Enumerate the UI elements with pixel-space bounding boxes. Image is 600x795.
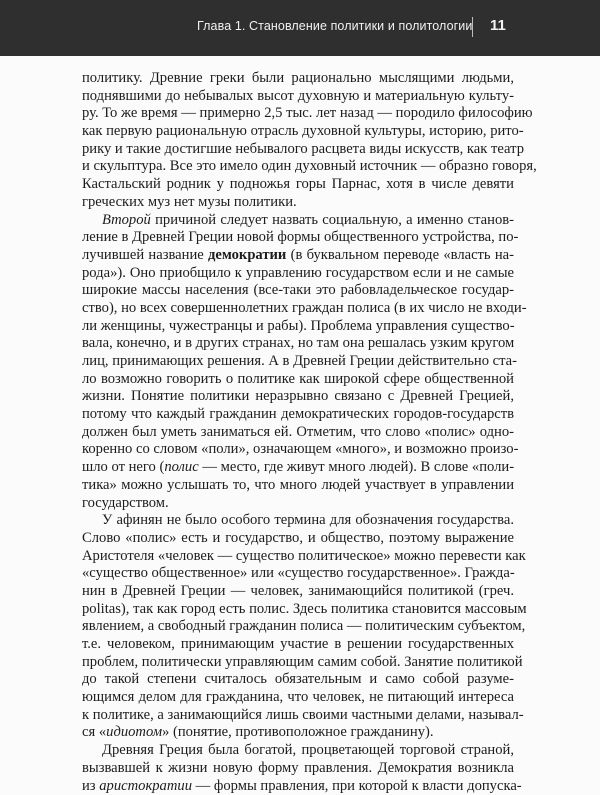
text-line: вызвавшей к жизни новую форму правления. Демократия возникла — [82, 760, 514, 778]
text-line: греческих муз нет музы политики. — [82, 194, 514, 212]
italic-term: идиотом — [106, 724, 162, 740]
text-line: ру. То же время — примерно 2,5 тыс. лет назад — породило философию — [82, 105, 514, 123]
chapter-title: Глава 1. Становление политики и политологии — [197, 19, 472, 33]
text-line: потому что каждый гражданин демократических городов-государств — [82, 406, 514, 424]
text-line: ло возможно говорить о политике как широкой сфере общественной — [82, 371, 514, 389]
text-line: Аристотеля «человек — существо политическое» можно перевести как — [82, 548, 514, 566]
text-line: коренно со словом «поли», означающем «много», и возможно произо- — [82, 441, 514, 459]
text-line: ющимся делом для гражданина, что человек, не питающий интереса — [82, 689, 514, 707]
text-line: поднявшими до небывалых высот духовную и материальную культу- — [82, 88, 514, 106]
page-header — [0, 0, 600, 56]
text-line: должен был уметь заниматься ей. Отметим, что слово «полис» одно- — [82, 424, 514, 442]
text-line: politas), так как город есть полис. Здесь политика становится массовым — [82, 601, 514, 619]
bold-term: демократии — [208, 247, 286, 263]
text-line: ли женщины, чужестранцы и рабы). Проблема управления существо- — [82, 318, 514, 336]
text-line: жизни. Понятие политики неразрывно связано с Древней Грецией, — [82, 388, 514, 406]
text-line: как первую рациональную отрасль духовной культуры, историю, рито- — [82, 123, 514, 141]
text-line: ление в Древней Греции новой формы общественного устройства, по- — [82, 229, 514, 247]
italic-term: полис — [164, 459, 198, 475]
text-line: вала, конечно, и в других странах, но там она решалась узким кругом — [82, 335, 514, 353]
text-line: политику. Древние греки были рационально мыслящими людьми, — [82, 70, 514, 88]
italic-term: Второй — [102, 212, 151, 228]
text-line: т.е. человеком, принимающим участие в решении государственных — [82, 636, 514, 654]
text-line: лучившей название демократии (в буквальном переводе «власть на- — [82, 247, 514, 265]
text-line: ство), но всех совершеннолетних граждан полиса (в их число не входи- — [82, 300, 514, 318]
text-line: У афинян не было особого термина для обозначения государства. — [82, 512, 514, 530]
text-line: нин в Древней Греции — человек, занимающийся политикой (греч. — [82, 583, 514, 601]
text-line: Слово «полис» есть и государство, и общество, поэтому выражение — [82, 530, 514, 548]
text-line: тика» можно услышать то, что много людей участвует в управлении — [82, 477, 514, 495]
text-line: государством. — [82, 495, 514, 513]
header-divider — [472, 17, 473, 37]
text-line: проблем, политически управляющим самим собой. Занятие политикой — [82, 654, 514, 672]
text-line: Кастальский родник у подножья горы Парнас, хотя в числе девяти — [82, 176, 514, 194]
text-line: шло от него (полис — место, где живут много людей). В слове «поли- — [82, 459, 514, 477]
text-line: до такой степени считалось обязательным и само собой разуме- — [82, 671, 514, 689]
text-line: рику и такие достигшие небывалого расцвета виды искусств, как театр — [82, 141, 514, 159]
text-line: ся «идиотом» (понятие, противоположное гражданину). — [82, 724, 514, 742]
text-line: из аристократии — формы правления, при которой к власти допуска- — [82, 778, 514, 795]
page-number: 11 — [490, 17, 506, 34]
text-line: и скульптура. Все это имело один духовный источник — образно говоря, — [82, 158, 514, 176]
text-line: рода»). Оно приобщило к управлению государством если и не самые — [82, 265, 514, 283]
text-line: к политике, а занимающийся лишь своими частными делами, называл- — [82, 707, 514, 725]
text-line: лиц, принимающих решения. А в Древней Греции действительно ста- — [82, 353, 514, 371]
text-line: «существо общественное» или «существо государственное». Гражда- — [82, 565, 514, 583]
text-line: Второй причиной следует назвать социальную, а именно станов- — [82, 212, 514, 230]
italic-term: аристократии — [99, 778, 192, 794]
text-line: широкие массы населения (все-таки это рабовладельческое государ- — [82, 282, 514, 300]
body-text — [82, 70, 514, 795]
text-line: Древняя Греция была богатой, процветающей торговой страной, — [82, 742, 514, 760]
text-line: явлением, а свободный гражданин полиса — политическим субъектом, — [82, 618, 514, 636]
